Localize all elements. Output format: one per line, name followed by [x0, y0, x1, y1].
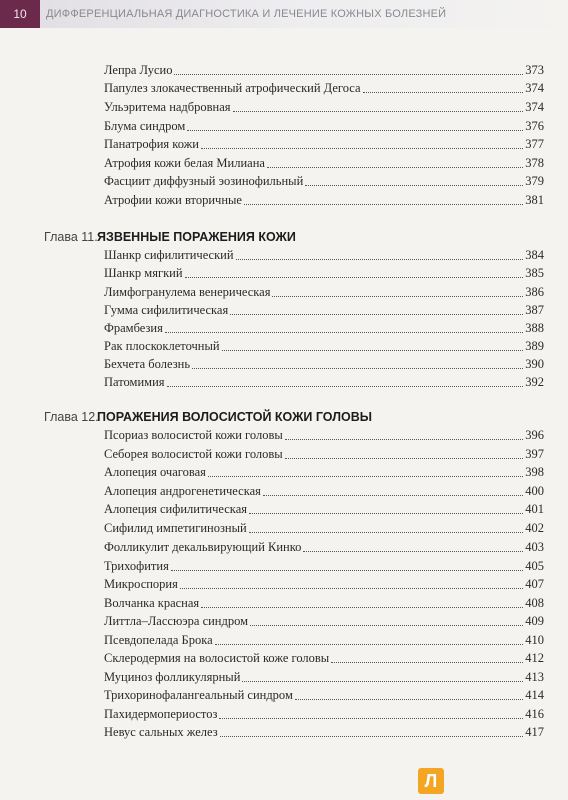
chapter-heading[interactable]	[44, 410, 372, 424]
toc-entry[interactable]: Трихоринофалангеальный синдром 414	[104, 688, 544, 702]
toc-entry[interactable]: Атрофии кожи вторичные 381	[104, 193, 544, 207]
toc-entry[interactable]: Гумма сифилитическая 387	[104, 303, 544, 317]
toc-entry[interactable]: Лимфогранулема венерическая 386	[104, 285, 544, 299]
toc-entry[interactable]: Невус сальных желез 417	[104, 725, 544, 739]
chapter-label: Глава 12.	[44, 410, 99, 424]
toc-entry[interactable]: Атрофия кожи белая Милиана 378	[104, 156, 544, 170]
toc-entry[interactable]: Шанкр сифилитический 384	[104, 248, 544, 262]
toc-entry[interactable]: Алопеция очаговая 398	[104, 465, 544, 479]
toc-entry[interactable]: Панатрофия кожи 377	[104, 137, 544, 151]
toc-entry[interactable]: Блума синдром 376	[104, 119, 544, 133]
toc-entry[interactable]: Трихофития 405	[104, 559, 544, 573]
chapter-heading[interactable]	[44, 230, 296, 244]
toc-entry[interactable]: Волчанка красная 408	[104, 596, 544, 610]
toc-entry[interactable]: Алопеция андрогенетическая 400	[104, 484, 544, 498]
toc-entry[interactable]: Псевдопелада Брока 410	[104, 633, 544, 647]
toc-entry[interactable]: Микроспория 407	[104, 577, 544, 591]
toc-entry[interactable]: Фрамбезия 388	[104, 321, 544, 335]
running-title: ДИФФЕРЕНЦИАЛЬНАЯ ДИАГНОСТИКА И ЛЕЧЕНИЕ КОЖНЫХ БОЛЕЗНЕЙ	[40, 0, 568, 28]
chapter-title: ЯЗВЕННЫЕ ПОРАЖЕНИЯ КОЖИ	[97, 230, 296, 244]
publisher-logo-icon: Л	[418, 768, 444, 794]
toc-entry[interactable]: Рак плоскоклеточный 389	[104, 339, 544, 353]
toc-entry[interactable]: Лепра Лусио 373	[104, 63, 544, 77]
toc-entry[interactable]: Себорея волосистой кожи головы 397	[104, 447, 544, 461]
page-number: 10	[0, 0, 40, 28]
toc-entry[interactable]: Папулез злокачественный атрофический Дегоса 374	[104, 81, 544, 95]
toc-entry[interactable]: Псориаз волосистой кожи головы 396	[104, 428, 544, 442]
toc-entry[interactable]: Фасциит диффузный эозинофильный 379	[104, 174, 544, 188]
page-header	[0, 0, 568, 36]
toc-entry[interactable]: Муциноз фолликулярный 413	[104, 670, 544, 684]
toc-entry[interactable]: Сифилид импетигинозный 402	[104, 521, 544, 535]
toc-entry[interactable]: Шанкр мягкий 385	[104, 266, 544, 280]
toc-entry[interactable]: Фолликулит декальвирующий Кинко 403	[104, 540, 544, 554]
toc-entry[interactable]: Ульэритема надбровная 374	[104, 100, 544, 114]
toc-entry[interactable]: Склеродермия на волосистой коже головы 412	[104, 651, 544, 665]
chapter-label: Глава 11.	[44, 230, 98, 244]
toc-entry[interactable]: Пахидермопериостоз 416	[104, 707, 544, 721]
toc-entry[interactable]: Бехчета болезнь 390	[104, 357, 544, 371]
toc-entry[interactable]: Алопеция сифилитическая 401	[104, 502, 544, 516]
toc-entry[interactable]: Патомимия 392	[104, 375, 544, 389]
chapter-title: ПОРАЖЕНИЯ ВОЛОСИСТОЙ КОЖИ ГОЛОВЫ	[97, 410, 372, 424]
toc-entry[interactable]: Литтла–Лассюэра синдром 409	[104, 614, 544, 628]
